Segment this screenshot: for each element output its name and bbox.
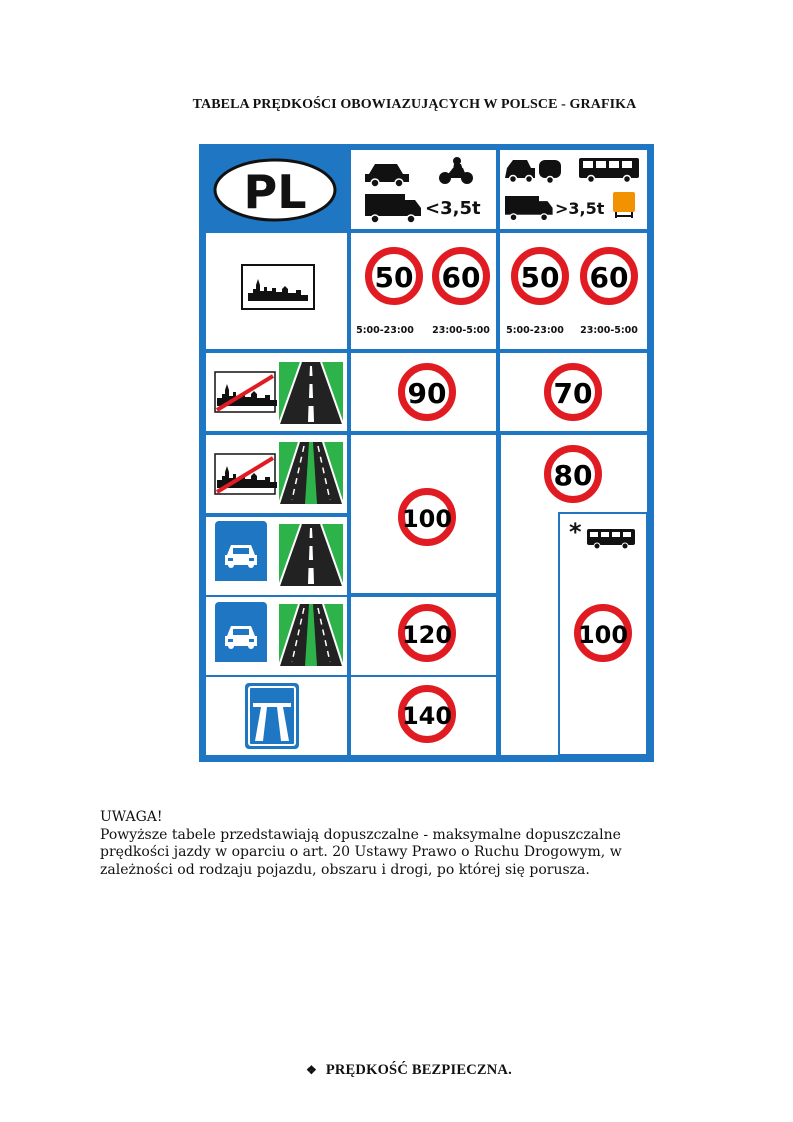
svg-text:100: 100 — [577, 621, 629, 649]
section-heading — [306, 1062, 512, 1079]
svg-text:60: 60 — [589, 261, 629, 294]
dual-carriageway-road-icon — [279, 442, 343, 504]
note-heading: UWAGA! — [100, 809, 163, 825]
speed-limit-table — [199, 144, 654, 762]
note-line: zależności od rodzaju pojazdu, obszaru i drogi, po której się porusza. — [100, 861, 590, 878]
expressway-sign — [215, 602, 267, 670]
svg-text:90: 90 — [407, 377, 447, 410]
col2-night-hours: 23:00-5:00 — [580, 325, 638, 336]
built-up-area-sign — [242, 265, 314, 309]
single-carriageway-road-icon — [279, 362, 343, 424]
svg-text:50: 50 — [520, 261, 560, 294]
speed-sign-outside-col1 — [397, 362, 457, 422]
col1-day-hours: 5:00-23:00 — [356, 325, 414, 336]
country-code: PL — [243, 165, 307, 219]
speed-sign-built-up-col1-night — [431, 246, 491, 306]
svg-text:100: 100 — [401, 505, 453, 533]
speed-sign-built-up-col2-day — [510, 246, 570, 306]
motorway-sign — [245, 683, 299, 749]
end-built-up-area-sign — [215, 372, 277, 412]
svg-text:120: 120 — [401, 621, 453, 649]
col1-weight-label: <3,5t — [425, 198, 481, 219]
svg-text:80: 80 — [553, 459, 593, 492]
note-block — [100, 809, 700, 879]
speed-sign-built-up-col2-night — [579, 246, 639, 306]
col2-weight-label: >3,5t — [555, 199, 605, 218]
expressway-sign — [215, 521, 267, 589]
svg-text:50: 50 — [374, 261, 414, 294]
col1-night-hours: 23:00-5:00 — [432, 325, 490, 336]
svg-text:70: 70 — [553, 377, 593, 410]
single-carriageway-road-icon — [279, 524, 343, 586]
speed-sign-dual-col1 — [397, 487, 457, 547]
dual-carriageway-road-icon — [279, 604, 343, 666]
speed-sign-motorway-col1 — [397, 684, 457, 744]
speed-sign-built-up-col1-day — [364, 246, 424, 306]
note-line: Powyższe tabele przedstawiają dopuszczalne - maksymalne dopuszczalne — [100, 826, 621, 843]
pl-country-oval — [215, 160, 335, 220]
speed-sign-expressway-col1 — [397, 603, 457, 663]
svg-text:60: 60 — [441, 261, 481, 294]
speed-sign-bus — [573, 603, 633, 663]
bus-asterisk: * — [569, 518, 582, 546]
note-line: prędkości jazdy w oparciu o art. 20 Ustawy Prawo o Ruchu Drogowym, w — [100, 844, 622, 860]
end-built-up-area-sign — [215, 454, 277, 494]
speed-sign-outside-col2 — [543, 362, 603, 422]
svg-text:140: 140 — [401, 702, 453, 730]
section-heading-text: PRĘDKOŚĆ BEZPIECZNA. — [325, 1062, 512, 1078]
bullet-diamond-icon: ❖ — [306, 1063, 317, 1077]
col2-day-hours: 5:00-23:00 — [506, 325, 564, 336]
page-title: TABELA PRĘDKOŚCI OBOWIAZUJĄCYCH W POLSCE - GRAFIKA — [192, 97, 637, 112]
speed-sign-dual-col2 — [543, 444, 603, 504]
